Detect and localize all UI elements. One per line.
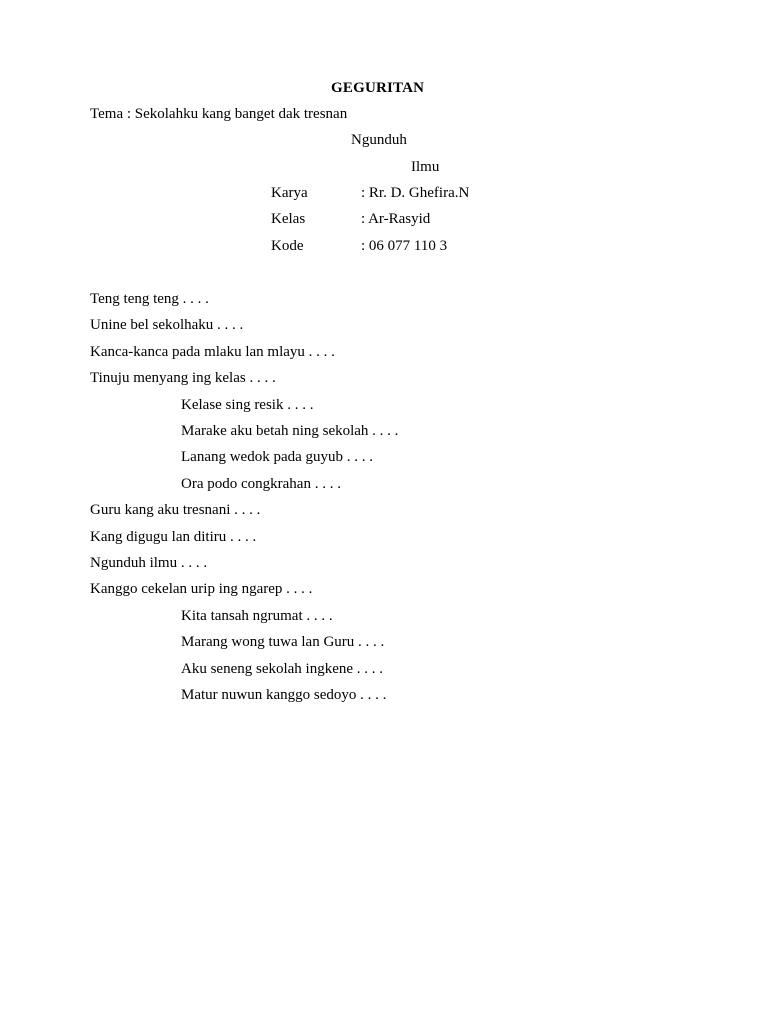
poem-line: Matur nuwun kanggo sedoyo . . . . bbox=[181, 687, 387, 703]
poem-line: Marake aku betah ning sekolah . . . . bbox=[181, 423, 399, 439]
meta-value-kode: : 06 077 110 3 bbox=[361, 238, 448, 254]
theme-line: Tema : Sekolahku kang banget dak tresnan bbox=[90, 106, 348, 122]
poem-line: Ora podo congkrahan . . . . bbox=[181, 476, 341, 492]
subtitle-line-2: Ilmu bbox=[411, 159, 440, 175]
poem-line: Unine bel sekolhaku . . . . bbox=[90, 317, 244, 333]
poem-line: Lanang wedok pada guyub . . . . bbox=[181, 449, 374, 465]
poem-line: Teng teng teng . . . . bbox=[90, 291, 209, 307]
poem-line: Guru kang aku tresnani . . . . bbox=[90, 502, 261, 518]
meta-value-kelas: : Ar-Rasyid bbox=[361, 211, 431, 227]
meta-value-karya: : Rr. D. Ghefira.N bbox=[361, 185, 470, 201]
poem-line: Kita tansah ngrumat . . . . bbox=[181, 608, 333, 624]
poem-line: Marang wong tuwa lan Guru . . . . bbox=[181, 634, 385, 650]
subtitle-line-1: Ngunduh bbox=[351, 132, 407, 148]
poem-line: Kelase sing resik . . . . bbox=[181, 397, 314, 413]
poem-line: Kanca-kanca pada mlaku lan mlayu . . . . bbox=[90, 344, 335, 360]
meta-label-kode: Kode bbox=[271, 238, 304, 254]
poem-line: Tinuju menyang ing kelas . . . . bbox=[90, 370, 276, 386]
document-title: GEGURITAN bbox=[331, 80, 425, 96]
meta-label-kelas: Kelas bbox=[271, 211, 306, 227]
poem-line: Ngunduh ilmu . . . . bbox=[90, 555, 208, 571]
meta-label-karya: Karya bbox=[271, 185, 308, 201]
poem-line: Kang digugu lan ditiru . . . . bbox=[90, 529, 257, 545]
poem-line: Kanggo cekelan urip ing ngarep . . . . bbox=[90, 581, 313, 597]
poem-line: Aku seneng sekolah ingkene . . . . bbox=[181, 661, 384, 677]
